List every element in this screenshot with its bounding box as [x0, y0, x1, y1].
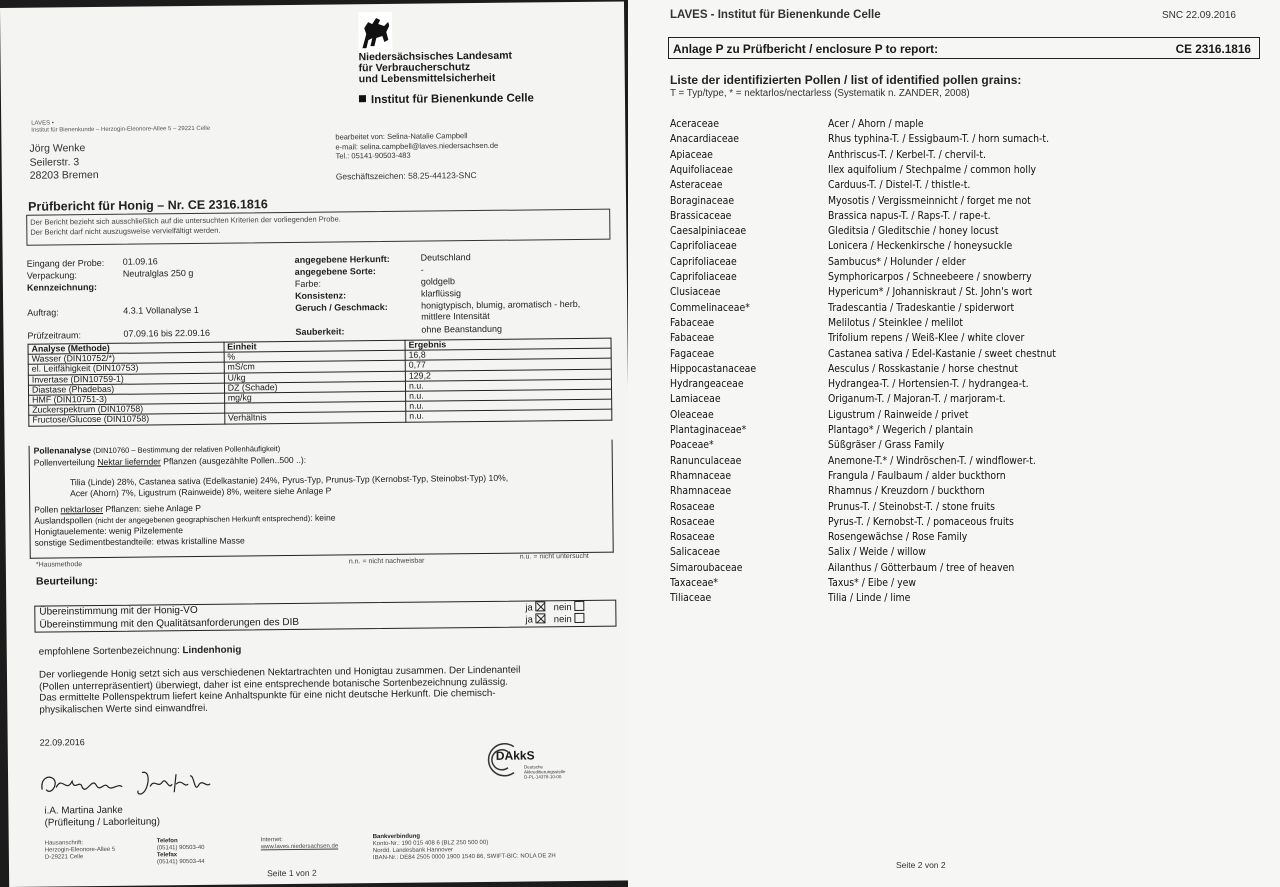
pollen-family: Commelinaceae* — [670, 301, 750, 314]
legend-nu: n.u. = nicht untersucht — [519, 552, 589, 561]
pollen-species: Plantago* / Wegerich / plantain — [828, 424, 974, 436]
pollen-species: Myosotis / Vergissmeinnicht / forget me not — [828, 194, 1031, 207]
table-cell: mg/kg — [224, 391, 405, 403]
pollen-species: Pyrus-T. / Kernobst-T. / pomaceous fruits — [828, 515, 1014, 528]
table-cell: 0,77 — [405, 359, 611, 371]
pollen-species: Ligustrum / Rainweide / privet — [828, 408, 969, 421]
footer-phone: Telefon (05141) 90503-40 Telefax (05141) 90503-44 — [156, 838, 205, 866]
pollen-family: Rhamnaceae — [670, 469, 732, 482]
value-geruch-1: honigtypisch, blumig, aromatisch - herb, — [421, 298, 581, 311]
pollen-list-title: Liste der identifizierten Pollen / list of identified pollen grains: — [670, 73, 1022, 87]
pollen-species: Rhamnus / Kreuzdorn / buckthorn — [828, 485, 985, 498]
pollen-species: Ailanthus / Götterbaum / tree of heaven — [828, 561, 1015, 574]
pollen-species: Tradescantia / Tradeskantie / spiderwort — [828, 301, 1015, 314]
label-kennzeichnung: Kennzeichnung: — [26, 282, 97, 293]
pollen-family: Plantaginaceae* — [670, 424, 747, 436]
pollen-species: Süßgräser / Grass Family — [828, 439, 945, 452]
pollen-species: Brassica napus-T. / Raps-T. / rape-t. — [828, 209, 991, 222]
disclaimer-2: Der Bericht darf nicht auszugsweise vervielfältigt werden. — [30, 225, 221, 237]
pollen-species: Taxus* / Eibe / yew — [828, 577, 916, 589]
table-cell: Invertase (DIN10759-1) — [28, 373, 224, 385]
legend-hausmethode: *Hausmethode — [35, 561, 83, 569]
legend-nn: n.n. = nicht nachweisbar — [348, 557, 425, 566]
pollen-family: Fabaceae — [670, 316, 715, 329]
sender-line-2: Institut für Bienenkunde – Herzogin-Eleonore-Allee 5 – 29221 Celle — [31, 125, 211, 134]
sediment-line: sonstige Sedimentbestandteile: etwas kristalline Masse — [34, 534, 245, 548]
pollen-species: Hypericum* / Johanniskraut / St. John's wort — [828, 286, 1033, 299]
table-cell: U/kg — [224, 371, 405, 383]
pollen-species: Melilotus / Steinklee / melilot — [828, 316, 964, 329]
pollen-species: Rhus typhina-T. / Essigbaum-T. / horn sumach-t. — [828, 133, 1050, 146]
value-sauberkeit: ohne Beanstandung — [421, 323, 503, 335]
pollen-analysis-box — [29, 440, 614, 559]
pollen-species: Aesculus / Rosskastanie / horse chestnut — [828, 362, 1018, 375]
pollen-species: Gleditsia / Gleditschie / honey locust — [828, 225, 999, 238]
pollen-family: Ranunculaceae — [670, 454, 742, 467]
lower-saxony-horse-logo — [358, 12, 392, 54]
dakks-name: DAkkS — [495, 748, 535, 763]
square-bullet-icon — [359, 95, 366, 102]
disclaimer-box — [26, 209, 610, 246]
label-herkunft: angegebene Herkunft: — [294, 253, 390, 265]
beurteilung-label: Beurteilung: — [35, 575, 98, 588]
pollen-family: Boraginaceae — [670, 194, 735, 207]
website-link[interactable]: www.laves.niedersachsen.de — [260, 843, 339, 851]
table-cell: HMF (DIN10751-3) — [29, 393, 225, 405]
pollen-family: Rosaceae — [670, 531, 715, 544]
pollen-heading: Pollenanalyse (DIN10760 – Bestimmung der relativen Pollenhäufigkeit) — [33, 444, 281, 456]
signatory-name: i.A. Martina Janke — [44, 804, 123, 817]
table-cell: Zuckerspektrum (DIN10758) — [29, 403, 225, 415]
page-number-2: Seite 2 von 2 — [896, 860, 946, 870]
checkbox-nein[interactable] — [575, 613, 585, 623]
pollen-species: Rosengewächse / Rose Family — [828, 531, 968, 544]
nonnectar-pollen-line: Pollen nektarloser Pflanzen: siehe Anlage P — [34, 502, 202, 515]
pollen-species: Lonicera / Heckenkirsche / honeysuckle — [828, 240, 1013, 253]
report-page-1 — [0, 1, 633, 886]
pollen-family: Caprifoliaceae — [670, 271, 737, 283]
table-cell: mS/cm — [224, 361, 405, 373]
pollen-result-2: Acer (Ahorn) 7%, Ligustrum (Rainweide) 8%, weitere siehe Anlage P — [70, 485, 332, 498]
table-cell: n.u. — [405, 379, 611, 391]
label-sorte: angegebene Sorte: — [294, 266, 376, 277]
checkbox-ja-checked[interactable] — [536, 613, 546, 623]
value-herkunft: Deutschland — [420, 252, 471, 263]
pollen-family: Lamiaceae — [670, 393, 721, 406]
label-sauberkeit: Sauberkeit: — [295, 326, 345, 337]
table-header-cell: Ergebnis — [405, 338, 611, 350]
table-cell: Diastase (Phadebas) — [28, 383, 224, 395]
conformity-honig-vo: Übereinstimmung mit der Honig-VO — [39, 604, 198, 618]
pollen-list-subtitle: T = Typ/type, * = nektarlos/nectarless (Systematik n. ZANDER, 2008) — [670, 88, 970, 99]
page-number-1: Seite 1 von 2 — [267, 867, 317, 879]
table-cell: n.u. — [406, 410, 612, 422]
pollen-species: Origanum-T. / Majoran-T. / marjoram-t. — [828, 393, 1006, 406]
pollen-species: Anthriscus-T. / Kerbel-T. / chervil-t. — [828, 148, 987, 161]
pollen-species: Tilia / Linde / lime — [828, 592, 911, 605]
table-header-cell: Einheit — [224, 340, 405, 352]
dakks-accreditation-mark — [486, 740, 596, 781]
checkbox-nein[interactable] — [575, 601, 585, 611]
pollen-family: Aceraceae — [670, 118, 719, 130]
pollen-family: Clusiaceae — [670, 286, 721, 299]
report-title: Prüfbericht für Honig – Nr. CE 2316.1816 — [28, 197, 268, 214]
pollen-family: Caprifoliaceae — [670, 255, 737, 268]
pollen-family: Rosaceae — [670, 515, 715, 528]
value-geruch-2: mittlere Intensität — [421, 310, 490, 322]
conformity-honig-vo-choices: ja nein — [525, 601, 584, 615]
pollen-species: Trifolium repens / Weiß-Klee / white clover — [828, 332, 1025, 345]
pollen-family: Caesalpiniaceae — [670, 225, 747, 238]
table-cell: n.u. — [406, 399, 612, 411]
value-auftrag: 4.3.1 Vollanalyse 1 — [123, 304, 199, 316]
disclaimer-1: Der Bericht bezieht sich ausschließlich auf die untersuchten Kriterien der vorliegenden Probe. — [30, 214, 341, 227]
value-verpackung: Neutralglas 250 g — [122, 267, 194, 279]
enclosure-label: Anlage P zu Prüfbericht / enclosure P to report: — [673, 42, 939, 56]
conclusion-text: Der vorliegende Honig setzt sich aus verschiedenen Nektartrachten und Honigtau zusammen. Der Lindenanteil (Pollen unterrepräsentiert) überwiegt, daher ist eine entsprechende botanische Sortenbezeichnung zulässig. Das ermittelte Pollenspektrum liefert keine Anhaltspunkte für eine nicht deutsche Herkunft. Die chemisch- physikalischen Werte sind einwandfrei. — [38, 664, 521, 716]
pollen-species: Castanea sativa / Edel-Kastanie / sweet chestnut — [828, 347, 1056, 360]
pollen-family: Tiliaceae — [670, 592, 712, 605]
pollen-family: Apiaceae — [670, 148, 713, 161]
pollen-family: Oleaceae — [670, 408, 714, 421]
enclosure-box — [668, 37, 1260, 59]
label-pruefzeitraum: Prüfzeitraum: — [27, 330, 82, 341]
page2-header-title: LAVES - Institut für Bienenkunde Celle — [670, 9, 881, 21]
pollen-distribution-line: Pollenverteilung Nektar liefernder Pflanzen (ausgezählte Pollen..500 ..): — [33, 454, 307, 468]
signatory-role: (Prüfleitung / Laborleitung) — [44, 816, 161, 829]
table-cell: 129,2 — [405, 369, 611, 381]
label-geruch: Geruch / Geschmack: — [295, 301, 388, 313]
institution-name: Niedersächsisches Landesamt für Verbraucherschutz und Lebensmittelsicherheit — [358, 49, 513, 86]
handwritten-signature — [38, 764, 228, 802]
pollen-species: Sambucus* / Holunder / elder — [828, 255, 966, 268]
pollen-family: Caprifoliaceae — [670, 240, 737, 253]
contact-block: bearbeitet von: Selina-Natalie Campbell e-mail: selina.campbell@laves.niedersachsen.de Tel.: 05141-90503-483 — [335, 131, 499, 161]
table-cell: 16,8 — [405, 348, 611, 360]
pollen-family: Salicaceae — [670, 546, 720, 559]
table-cell: Fructose/Glucose (DIN10758) — [29, 414, 225, 426]
pollen-species: Ilex aquifolium / Stechpalme / common holly — [828, 163, 1037, 176]
value-sorte: - — [420, 264, 424, 275]
institution-department: Institut für Bienenkunde Celle — [359, 92, 534, 106]
pollen-family: Hippocastanaceae — [670, 362, 757, 375]
pollen-family: Hydrangeaceae — [670, 378, 744, 391]
enclosure-report-number: CE 2316.1816 — [1175, 42, 1251, 56]
value-eingang: 01.09.16 — [122, 256, 158, 267]
pollen-species: Frangula / Faulbaum / alder buckthorn — [828, 469, 1006, 482]
pollen-family: Brassicaceae — [670, 209, 732, 222]
table-cell: % — [224, 350, 405, 362]
value-konsistenz: klarflüssig — [420, 288, 462, 299]
pollen-result-1: Tilia (Linde) 28%, Castanea sativa (Edelkastanie) 24%, Pyrus-Typ, Prunus-Typ (Kernobst-Typ, Steinobst-Typ) 10%, — [69, 472, 509, 488]
pollen-family: Rhamnaceae — [670, 485, 732, 498]
pollen-family: Aquifoliaceae — [670, 163, 733, 176]
pollen-family: Rosaceae — [670, 500, 715, 513]
label-auftrag: Auftrag: — [27, 307, 59, 318]
footer-internet: Internet: www.laves.niedersachsen.de — [260, 837, 339, 851]
pollen-species: Symphoricarpos / Schneebeere / snowberry — [828, 271, 1032, 283]
table-cell: n.u. — [406, 389, 612, 401]
conformity-dib-choices: ja nein — [525, 613, 584, 627]
dakks-text: Deutsche Akkreditierungsstelle D-PL-14378-10-00 — [523, 764, 566, 780]
pollen-family: Asteraceae — [670, 179, 723, 192]
table-cell: Wasser (DIN10752/*) — [28, 352, 224, 364]
pollen-species: Acer / Ahorn / maple — [828, 118, 924, 130]
footer-address: Hausanschrift: Herzogin-Eleonore-Allee 5 D-29221 Celle — [44, 840, 116, 861]
table-cell: Verhältnis — [224, 412, 405, 424]
label-konsistenz: Konsistenz: — [294, 290, 347, 301]
sender-line-1: LAVES • — [31, 120, 54, 127]
table-header-cell: Analyse (Methode) — [28, 342, 224, 354]
value-pruefzeitraum: 07.09.16 bis 22.09.16 — [123, 327, 211, 339]
analysis-table — [28, 338, 613, 427]
file-reference: Geschäftszeichen: 58.25-44123-SNC — [335, 170, 477, 182]
page2-header-date: SNC 22.09.2016 — [1162, 10, 1236, 21]
report-date: 22.09.2016 — [39, 737, 85, 748]
checkbox-ja-checked[interactable] — [536, 601, 546, 611]
table-cell: el. Leitfähigkeit (DIN10753) — [28, 363, 224, 375]
footer-bank: Bankverbindung Konto-Nr.: 190 015 408 6 (BLZ 250 500 00) Nordd. Landesbank Hannover IBAN-Nr.: DE84 2505 0000 1900 1540 86, SWIFT-BIC: NOLA DE 2H — [372, 833, 556, 862]
table-cell: DZ (Schade) — [224, 381, 405, 393]
label-verpackung: Verpackung: — [26, 270, 77, 281]
pollen-family: Poaceae* — [670, 439, 714, 452]
foreign-pollen-line: Auslandspollen (nicht der angegebenen geographischen Herkunft entsprechend): keine — [34, 512, 336, 526]
value-farbe: goldgelb — [420, 276, 455, 287]
pollen-species: Anemone-T.* / Windröschen-T. / windflower-t. — [828, 454, 1036, 467]
conformity-box — [34, 600, 616, 633]
pollen-family: Fabaceae — [670, 332, 715, 345]
honeydew-line: Honigtauelemente: wenig Pilzelemente — [34, 525, 184, 537]
pollen-species: Hydrangea-T. / Hortensien-T. / hydrangea-t. — [828, 378, 1029, 391]
recommended-variety: empfohlene Sortenbezeichnung: Lindenhonig — [38, 644, 242, 658]
pollen-family: Simaroubaceae — [670, 561, 743, 574]
label-farbe: Farbe: — [294, 278, 321, 289]
pollen-family: Taxaceae* — [670, 577, 719, 589]
recipient-address: Jörg Wenke Seilerstr. 3 28203 Bremen — [29, 142, 99, 182]
pollen-family: Fagaceae — [670, 347, 715, 360]
report-page-2 — [628, 0, 1280, 887]
pollen-family: Anacardiaceae — [670, 133, 740, 146]
label-eingang: Eingang der Probe: — [26, 257, 105, 269]
conformity-dib: Übereinstimmung mit den Qualitätsanforderungen des DIB — [39, 616, 300, 631]
pollen-species: Salix / Weide / willow — [828, 546, 926, 559]
pollen-species: Prunus-T. / Steinobst-T. / stone fruits — [828, 500, 996, 513]
pollen-species: Carduus-T. / Distel-T. / thistle-t. — [828, 179, 971, 192]
